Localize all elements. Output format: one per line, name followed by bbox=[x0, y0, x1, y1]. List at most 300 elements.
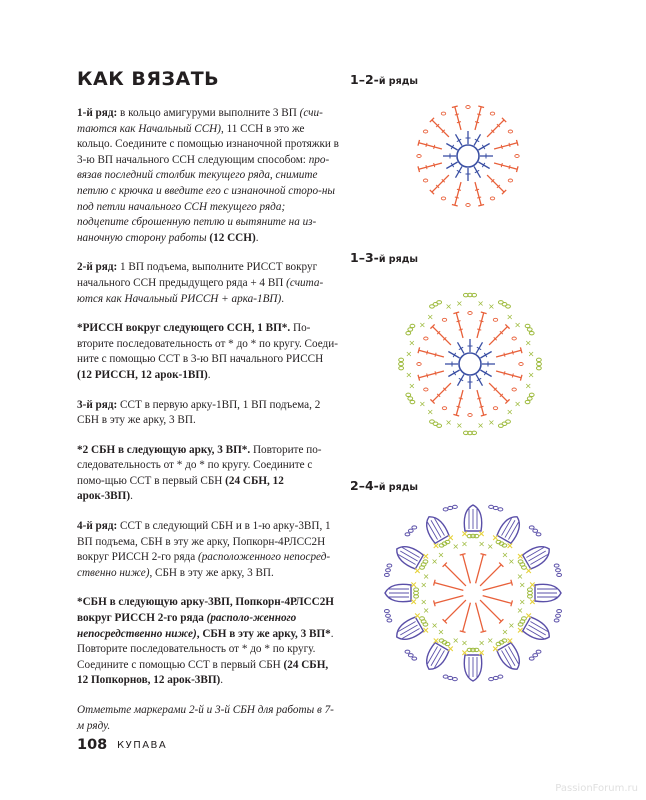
chain-stitch bbox=[489, 678, 494, 681]
stitch-crossbar bbox=[456, 406, 460, 407]
stitch-crossbar bbox=[509, 165, 510, 169]
popcorn-strand bbox=[508, 522, 518, 539]
crochet-diagram-rows-2-4 bbox=[378, 498, 568, 688]
chain-stitch bbox=[508, 130, 512, 133]
popcorn-strand bbox=[505, 648, 515, 665]
stitch-top-bar bbox=[520, 347, 522, 353]
chain-stitch bbox=[554, 564, 559, 567]
popcorn-stitch bbox=[385, 584, 411, 601]
chain-stitch bbox=[525, 400, 530, 403]
treble-crochet-stitch bbox=[463, 603, 471, 632]
popcorn-strand bbox=[505, 520, 515, 537]
chain-stitch bbox=[406, 393, 411, 396]
stitch-top-bar bbox=[452, 106, 458, 108]
chain-stitch bbox=[529, 657, 534, 660]
double-crochet-stitch bbox=[480, 370, 491, 377]
chain-stitch bbox=[408, 397, 413, 400]
text-run: (24 СБН, 12 арок-3ВП) bbox=[77, 474, 284, 503]
treble-crochet-stitch bbox=[494, 143, 517, 149]
text-run: 4-й ряд: bbox=[77, 520, 118, 533]
chain-stitch bbox=[417, 363, 421, 366]
instruction-paragraph bbox=[77, 703, 339, 734]
stitch-crossbar bbox=[504, 371, 505, 375]
single-crochet-x: × bbox=[516, 606, 524, 616]
instruction-paragraph bbox=[77, 443, 339, 505]
stitch-crossbar bbox=[457, 189, 461, 190]
chain-stitch bbox=[384, 573, 389, 576]
chain-stitch bbox=[554, 619, 559, 622]
crochet-diagram-rows-1-3 bbox=[386, 280, 554, 448]
chain-stitch bbox=[453, 505, 458, 508]
stitch-top-bar bbox=[418, 166, 420, 172]
treble-crochet-stitch bbox=[433, 327, 451, 345]
double-crochet-stitch bbox=[458, 374, 465, 385]
stitch-crossbar bbox=[434, 163, 435, 167]
stitch-top-bar bbox=[460, 554, 466, 556]
stitch-crossbar bbox=[477, 197, 481, 198]
text-run: (счи-таются как Начальный ССН) bbox=[77, 107, 323, 135]
stitch-crossbar bbox=[509, 143, 510, 147]
treble-crochet-stitch bbox=[419, 163, 442, 169]
single-crochet-x: × bbox=[508, 621, 515, 631]
chain-stitch bbox=[506, 305, 511, 308]
single-crochet-x: × bbox=[452, 542, 460, 552]
stitch-crossbar bbox=[479, 321, 483, 322]
chain-stitch bbox=[441, 112, 445, 115]
popcorn-strand bbox=[526, 548, 543, 558]
single-crochet-x: × bbox=[524, 611, 533, 622]
chain-stitch bbox=[399, 362, 404, 365]
text-run: ССТ в следующий СБН и в 1-ю арку-3ВП, 1 ВП подъема, СБН в эту же арку, Попкорн-4РЛСС2Н вокруг РИССН 2-го ряда bbox=[77, 520, 331, 564]
text-run: 1-й ряд: bbox=[77, 107, 118, 119]
single-crochet-x: × bbox=[445, 418, 452, 428]
popcorn-strand bbox=[400, 625, 417, 635]
chain-stitch bbox=[529, 393, 534, 396]
chain-stitch bbox=[557, 573, 562, 576]
diagram-label-rows-1-3 bbox=[350, 250, 418, 265]
text-run: ССТ в первую арку-1ВП, 1 ВП подъема, 2 СБН в эту же арку, 3 ВП. bbox=[77, 398, 321, 427]
single-crochet-x: × bbox=[422, 571, 430, 581]
chain-stitch bbox=[537, 362, 542, 365]
chain-stitch bbox=[468, 414, 472, 417]
chain-stitch bbox=[423, 130, 427, 133]
single-crochet-x: × bbox=[516, 552, 525, 563]
chain-stitch bbox=[557, 609, 562, 612]
chain-stitch bbox=[442, 407, 446, 410]
single-crochet-x: × bbox=[486, 635, 494, 645]
single-crochet-x: × bbox=[437, 550, 445, 560]
popcorn-strand bbox=[528, 625, 545, 635]
chain-stitch bbox=[405, 650, 410, 653]
text-run: , СБН в эту же арку, 3 ВП. bbox=[149, 566, 274, 579]
text-run: . bbox=[281, 292, 285, 305]
stitch-crossbar bbox=[456, 321, 460, 322]
treble-crochet-stitch bbox=[480, 600, 501, 621]
diagram-label-suffix: й ряды bbox=[378, 254, 418, 265]
double-crochet-stitch bbox=[448, 370, 459, 377]
stitch-top-bar bbox=[481, 414, 487, 416]
chain-stitch bbox=[408, 529, 413, 532]
diagram-label-suffix: й ряды bbox=[378, 482, 418, 493]
page-number: 108 bbox=[77, 737, 108, 753]
chain-stitch bbox=[408, 654, 413, 657]
text-run: (располо-женного непосредственно ниже) bbox=[77, 612, 297, 640]
chain-stitch bbox=[408, 328, 413, 331]
stitch-top-bar bbox=[511, 600, 513, 606]
chain-stitch bbox=[493, 506, 498, 509]
chain-stitch bbox=[443, 508, 448, 511]
stitch-crossbar bbox=[434, 145, 435, 149]
single-crochet-x: × bbox=[501, 627, 509, 637]
stitch-top-bar bbox=[452, 204, 458, 206]
text-run: 2-й ряд: bbox=[77, 261, 118, 274]
chain-stitch bbox=[490, 197, 494, 200]
single-crochet-x: × bbox=[420, 597, 428, 607]
instructions-column bbox=[77, 106, 339, 748]
chain-stitch bbox=[533, 529, 538, 532]
single-crochet-x: × bbox=[477, 529, 486, 540]
chain-stitch bbox=[430, 420, 435, 423]
single-crochet-x: × bbox=[478, 539, 485, 549]
diagram-label-rows-1-2 bbox=[350, 72, 418, 87]
chain-stitch bbox=[437, 301, 442, 304]
stitch-top-bar bbox=[434, 580, 436, 586]
single-crochet-x: × bbox=[491, 644, 500, 655]
single-crochet-x: × bbox=[452, 635, 460, 645]
single-crochet-x: × bbox=[413, 566, 422, 577]
text-run: (расположенного непосред-ственно ниже) bbox=[77, 551, 331, 579]
stitch-crossbar bbox=[435, 371, 436, 375]
single-crochet-x: × bbox=[413, 611, 422, 622]
stitch-top-bar bbox=[478, 204, 484, 206]
text-run: *СБН в следующую арку-3ВП, Попкорн-4РЛСС2Н вокруг РИССН 2-го ряда bbox=[77, 596, 334, 625]
treble-crochet-stitch bbox=[445, 600, 466, 621]
text-run: (24 СБН, 12 Попкорнов, 12 арок-3ВП) bbox=[77, 658, 329, 687]
chain-stitch bbox=[414, 591, 419, 594]
treble-crochet-stitch bbox=[456, 313, 463, 338]
chain-stitch bbox=[498, 508, 503, 511]
stitch-top-bar bbox=[481, 312, 487, 314]
chain-stitch bbox=[536, 533, 541, 536]
treble-crochet-stitch bbox=[496, 371, 521, 378]
treble-crochet-stitch bbox=[480, 565, 501, 586]
stitch-top-bar bbox=[516, 166, 518, 172]
chain-stitch bbox=[442, 318, 446, 321]
stitch-crossbar bbox=[501, 145, 502, 149]
double-crochet-stitch bbox=[446, 162, 457, 169]
text-run: *РИССН вокруг следующего ССН, 1 ВП*. bbox=[77, 322, 291, 335]
treble-crochet-stitch bbox=[463, 554, 471, 583]
stitch-top-bar bbox=[516, 140, 518, 146]
popcorn-stitch bbox=[496, 512, 524, 543]
chain-stitch bbox=[443, 675, 448, 678]
stitch-top-bar bbox=[520, 375, 522, 381]
stitch-top-bar bbox=[418, 140, 420, 146]
single-crochet-x: × bbox=[405, 349, 413, 359]
popcorn-stitch bbox=[535, 584, 561, 601]
treble-crochet-stitch bbox=[455, 182, 461, 205]
text-run: . bbox=[220, 674, 224, 687]
chain-stitch bbox=[498, 424, 503, 427]
text-run: про-вязав последний столбик текущего ряда, снимите петлю с крючка и введите его с изнаночной сторо-ны под петли начального ССН текущего ряда; подцепите сброшенную петлю и вытяните на из-наночную сторону работы bbox=[77, 153, 335, 244]
popcorn-stitch bbox=[392, 541, 423, 569]
treble-crochet-stitch bbox=[432, 175, 449, 192]
chain-stitch bbox=[423, 179, 427, 182]
popcorn-stitch bbox=[464, 655, 481, 681]
single-crochet-x: × bbox=[488, 418, 495, 428]
chain-stitch bbox=[424, 337, 428, 340]
chain-stitch bbox=[448, 506, 453, 509]
stitch-crossbar bbox=[426, 165, 427, 169]
chain-stitch bbox=[498, 675, 503, 678]
single-crochet-x: × bbox=[446, 533, 455, 544]
text-run: . bbox=[130, 490, 133, 503]
stitch-crossbar bbox=[477, 329, 481, 330]
chain-stitch bbox=[490, 112, 494, 115]
single-crochet-x: × bbox=[420, 580, 428, 590]
treble-crochet-stitch bbox=[487, 175, 504, 192]
chain-stitch bbox=[527, 397, 532, 400]
single-crochet-x: × bbox=[426, 312, 434, 322]
text-run: (12 РИССН, 12 арок-1ВП) bbox=[77, 368, 208, 381]
stitch-top-bar bbox=[418, 375, 420, 381]
running-footer-brand: КУПАВА bbox=[117, 740, 168, 751]
text-run: *2 СБН в следующую арку, 3 ВП*. bbox=[77, 443, 251, 456]
text-run: , 11 ССН в это же кольцо. Соедините с помощью изнаночной протяжки в 3-ю ВП начального ССН следующим способом: bbox=[77, 122, 339, 166]
treble-crochet-stitch bbox=[434, 583, 463, 591]
text-run: (12 ССН) bbox=[206, 231, 256, 244]
chain-stitch bbox=[406, 331, 411, 334]
chain-stitch bbox=[441, 197, 445, 200]
treble-crochet-stitch bbox=[455, 107, 461, 130]
treble-crochet-stitch bbox=[489, 327, 507, 345]
single-crochet-x: × bbox=[405, 370, 413, 380]
text-run: 3-й ряд: bbox=[77, 398, 118, 411]
instruction-paragraph bbox=[77, 321, 339, 383]
stitch-top-bar bbox=[480, 554, 486, 556]
single-crochet-x: × bbox=[409, 580, 418, 591]
single-crochet-x: × bbox=[527, 349, 535, 359]
single-crochet-x: × bbox=[408, 338, 416, 348]
text-run: . bbox=[255, 231, 259, 244]
popcorn-stitch bbox=[464, 505, 481, 531]
chain-stitch bbox=[512, 337, 516, 340]
stitch-crossbar bbox=[477, 398, 481, 399]
single-crochet-x: × bbox=[491, 533, 500, 544]
popcorn-strand bbox=[400, 551, 417, 561]
single-crochet-x: × bbox=[506, 312, 514, 322]
instruction-paragraph bbox=[77, 398, 339, 429]
stitch-crossbar bbox=[512, 373, 513, 377]
double-crochet-stitch bbox=[476, 374, 483, 385]
diagram-label-rows-2-4 bbox=[350, 478, 418, 493]
single-crochet-x: × bbox=[524, 381, 532, 391]
chain-stitch bbox=[536, 358, 541, 361]
single-crochet-x: × bbox=[514, 399, 521, 409]
single-crochet-x: × bbox=[524, 338, 532, 348]
single-crochet-x: × bbox=[501, 550, 509, 560]
single-crochet-x: × bbox=[506, 407, 514, 417]
diagram-label-suffix: й ряды bbox=[378, 76, 418, 87]
chain-stitch bbox=[556, 614, 561, 617]
chain-stitch bbox=[399, 366, 404, 369]
chain-stitch bbox=[405, 533, 410, 536]
instruction-paragraph bbox=[77, 106, 339, 246]
instruction-paragraph bbox=[77, 260, 339, 307]
treble-crochet-stitch bbox=[434, 596, 463, 604]
instruction-paragraph bbox=[77, 519, 339, 581]
single-crochet-x: × bbox=[460, 529, 469, 540]
treble-crochet-stitch bbox=[483, 583, 512, 591]
double-crochet-stitch bbox=[476, 342, 483, 353]
chain-stitch bbox=[525, 324, 530, 327]
single-crochet-x: × bbox=[477, 648, 486, 659]
single-crochet-x: × bbox=[431, 621, 438, 631]
chain-stitch bbox=[399, 358, 404, 361]
chain-stitch bbox=[417, 155, 421, 158]
chain-stitch bbox=[489, 505, 494, 508]
text-run: в кольцо амигуруми выполните 3 ВП bbox=[117, 107, 300, 119]
stitch-crossbar bbox=[426, 143, 427, 147]
popcorn-strand bbox=[428, 522, 438, 539]
treble-crochet-stitch bbox=[496, 350, 521, 357]
single-crochet-x: × bbox=[477, 298, 484, 308]
text-run: . Повторите последовательность от * до * по кругу. Соедините с помощью ССТ в первый СБН bbox=[77, 627, 334, 671]
chain-stitch bbox=[410, 400, 415, 403]
stitch-crossbar bbox=[427, 373, 428, 377]
chain-stitch bbox=[528, 591, 533, 594]
single-crochet-x: × bbox=[518, 580, 526, 590]
single-crochet-x: × bbox=[456, 298, 463, 308]
text-run: . bbox=[207, 368, 211, 381]
single-crochet-x: × bbox=[408, 381, 416, 391]
single-crochet-x: × bbox=[437, 627, 445, 637]
single-crochet-x: × bbox=[516, 625, 525, 636]
chain-stitch bbox=[529, 526, 534, 529]
single-crochet-x: × bbox=[524, 566, 533, 577]
stitch-crossbar bbox=[435, 353, 436, 357]
single-crochet-x: × bbox=[528, 597, 537, 608]
single-crochet-x: × bbox=[426, 407, 434, 417]
treble-crochet-stitch bbox=[445, 565, 466, 586]
treble-crochet-stitch bbox=[432, 120, 449, 137]
single-crochet-x: × bbox=[528, 580, 537, 591]
stitch-crossbar bbox=[504, 353, 505, 357]
treble-crochet-stitch bbox=[489, 383, 507, 401]
text-run: Отметьте маркерами 2-й и 3-й СБН для работы в 7-м ряду. bbox=[77, 704, 334, 732]
popcorn-strand bbox=[428, 646, 438, 663]
single-crochet-x: × bbox=[478, 638, 485, 648]
single-crochet-x: × bbox=[527, 370, 535, 380]
chain-stitch bbox=[466, 204, 470, 207]
single-crochet-x: × bbox=[461, 638, 468, 648]
chain-stitch bbox=[410, 324, 415, 327]
single-crochet-x: × bbox=[486, 542, 494, 552]
single-crochet-x: × bbox=[419, 320, 426, 330]
chain-stitch bbox=[412, 526, 417, 529]
stitch-crossbar bbox=[512, 350, 513, 354]
double-crochet-stitch bbox=[480, 352, 491, 359]
popcorn-stitch bbox=[496, 642, 524, 673]
single-crochet-x: × bbox=[514, 320, 521, 330]
chain-stitch bbox=[466, 106, 470, 109]
chain-stitch bbox=[468, 312, 472, 315]
double-crochet-stitch bbox=[478, 144, 489, 151]
treble-crochet-stitch bbox=[476, 554, 484, 583]
text-run: , СБН в эту же арку, 3 ВП* bbox=[196, 627, 331, 640]
section-heading: КАК ВЯЗАТЬ bbox=[77, 68, 220, 90]
double-crochet-stitch bbox=[446, 144, 457, 151]
stitch-crossbar bbox=[479, 406, 483, 407]
stitch-crossbar bbox=[501, 163, 502, 167]
popcorn-strand bbox=[431, 520, 441, 537]
single-crochet-x: × bbox=[432, 636, 440, 647]
popcorn-stitch bbox=[421, 642, 449, 673]
single-crochet-x: × bbox=[419, 399, 426, 409]
treble-crochet-stitch bbox=[494, 163, 517, 169]
diagram-label-main: 1–2- bbox=[350, 72, 379, 87]
chain-stitch bbox=[387, 564, 392, 567]
treble-crochet-stitch bbox=[456, 390, 463, 415]
stitch-crossbar bbox=[455, 114, 459, 115]
text-run: По-вторите последовательность от * до * по кругу. Соеди-ните с помощью ССТ в 3-ю ВП начального РИССН bbox=[77, 322, 338, 366]
single-crochet-x: × bbox=[506, 541, 514, 552]
stitch-top-bar bbox=[418, 347, 420, 353]
popcorn-strand bbox=[526, 628, 543, 638]
single-crochet-x: × bbox=[421, 552, 430, 563]
popcorn-strand bbox=[402, 628, 419, 638]
single-crochet-x: × bbox=[446, 644, 455, 655]
watermark: PassionForum.ru bbox=[555, 783, 638, 794]
chain-stitch bbox=[453, 678, 458, 681]
chain-stitch bbox=[508, 179, 512, 182]
crochet-diagram-rows-1-2 bbox=[408, 96, 528, 216]
stitch-crossbar bbox=[427, 350, 428, 354]
popcorn-stitch bbox=[522, 541, 553, 569]
single-crochet-x: × bbox=[518, 597, 526, 607]
single-crochet-x: × bbox=[516, 571, 524, 581]
stitch-crossbar bbox=[459, 329, 463, 330]
chain-stitch bbox=[515, 155, 519, 158]
stitch-top-bar bbox=[460, 631, 466, 633]
single-crochet-x: × bbox=[422, 606, 430, 616]
stitch-top-bar bbox=[453, 414, 459, 416]
single-crochet-x: × bbox=[461, 539, 468, 549]
popcorn-strand bbox=[431, 648, 441, 665]
stitch-top-bar bbox=[434, 600, 436, 606]
single-crochet-x: × bbox=[431, 556, 438, 566]
treble-crochet-stitch bbox=[476, 603, 484, 632]
popcorn-strand bbox=[528, 551, 545, 561]
treble-crochet-stitch bbox=[419, 143, 442, 149]
stitch-crossbar bbox=[475, 189, 479, 190]
treble-crochet-stitch bbox=[433, 383, 451, 401]
double-crochet-stitch bbox=[458, 342, 465, 353]
magic-ring bbox=[459, 353, 481, 375]
double-crochet-stitch bbox=[448, 352, 459, 359]
chain-stitch bbox=[493, 407, 497, 410]
single-crochet-x: × bbox=[445, 301, 452, 311]
chain-stitch bbox=[493, 318, 497, 321]
treble-crochet-stitch bbox=[477, 313, 484, 338]
single-crochet-x: × bbox=[508, 556, 515, 566]
chain-stitch bbox=[448, 676, 453, 679]
magic-ring bbox=[457, 145, 479, 167]
treble-crochet-stitch bbox=[419, 350, 444, 357]
treble-crochet-stitch bbox=[475, 107, 481, 130]
stitch-top-bar bbox=[453, 312, 459, 314]
single-crochet-x: × bbox=[506, 636, 514, 647]
